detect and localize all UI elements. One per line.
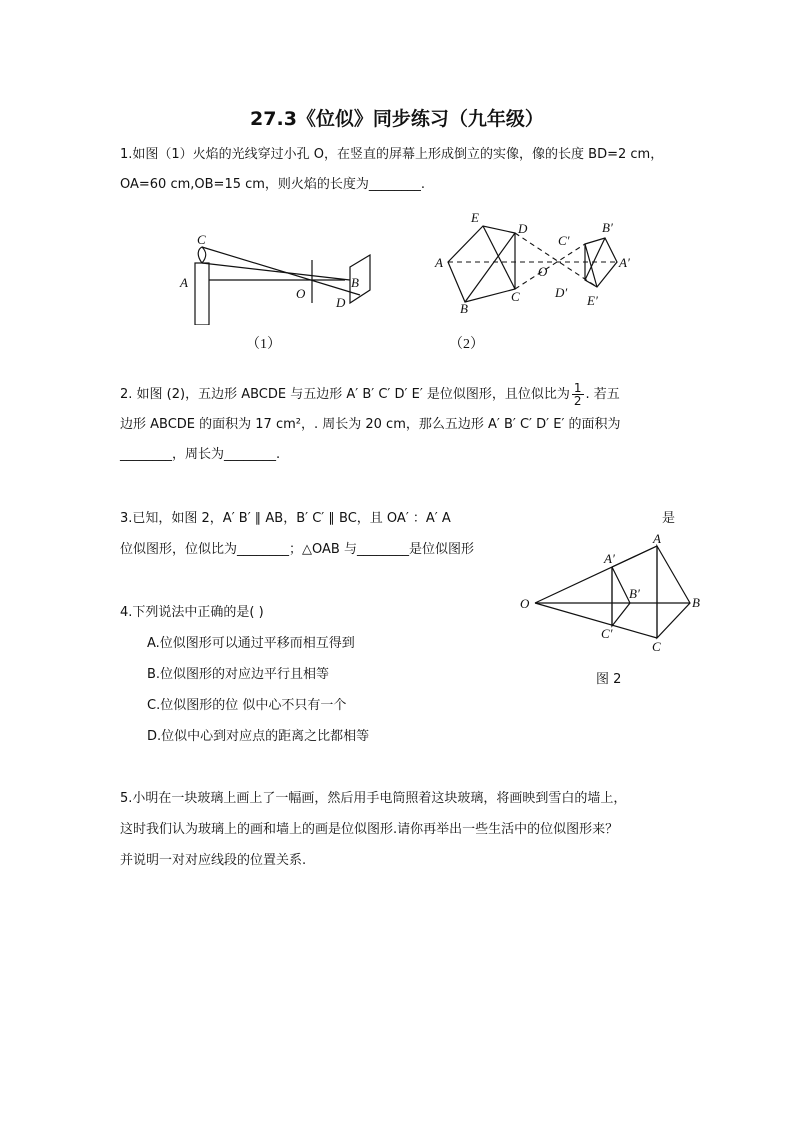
q1-line2: OA=60 cm,OB=15 cm，则火焰的长度为________. bbox=[120, 177, 426, 192]
q1-line1: 1.如图（1）火焰的光线穿过小孔 O，在竖直的屏幕上形成倒立的实像，像的长度 BD=2 cm， bbox=[120, 147, 664, 162]
q5-line1: 5.小明在一块玻璃上画上了一幅画，然后用手电筒照着这块玻璃，将画映到雪白的墙上， bbox=[120, 791, 627, 806]
label-D: D bbox=[336, 295, 346, 310]
q4-option-b: B.位似图形的对应边平行且相等 bbox=[147, 667, 330, 682]
pentagon-ABCDE bbox=[448, 226, 515, 302]
triangle-ABC bbox=[657, 546, 690, 638]
figure-1-candle-pinhole bbox=[170, 225, 390, 325]
label-O: O bbox=[538, 264, 548, 279]
figure-3-triangles bbox=[512, 532, 712, 660]
q2-line1-post: . 若五 bbox=[585, 387, 620, 402]
figure-1-caption: （1） bbox=[246, 337, 281, 352]
q2-line1 bbox=[120, 382, 620, 407]
q3-line2: 位似图形，位似比为________；△OAB 与________是位似图形 bbox=[120, 542, 474, 557]
q5-line3: 并说明一对对应线段的位置关系. bbox=[120, 853, 307, 868]
q2-line1-pre: 2. 如图 (2)，五边形 ABCDE 与五边形 A′ B′ C′ D′ E′ 是位似图形，且位似比为 bbox=[120, 387, 570, 402]
figure-2-caption: （2） bbox=[449, 337, 484, 352]
label-A1: A′ bbox=[619, 255, 630, 270]
label-B1: B′ bbox=[629, 586, 640, 601]
label-C1: C′ bbox=[601, 626, 613, 641]
label-A1: A′ bbox=[604, 551, 615, 566]
q4-option-a: A.位似图形可以通过平移而相互得到 bbox=[147, 636, 355, 651]
q3-line1: 3.已知，如图 2，A′ B′ ∥ AB，B′ C′ ∥ BC，且 OA′ ：A′ A bbox=[120, 511, 451, 526]
label-E: E bbox=[471, 210, 479, 225]
label-D: D bbox=[518, 221, 528, 236]
label-B: B bbox=[460, 301, 468, 315]
figure-3-caption: 图 2 bbox=[596, 672, 622, 687]
dashed-CC1 bbox=[515, 244, 585, 289]
diag-B-D bbox=[465, 233, 515, 302]
q2-ratio-den: 2 bbox=[573, 394, 582, 408]
q4-stem: 4.下列说法中正确的是( ) bbox=[120, 605, 264, 620]
label-C: C bbox=[511, 289, 520, 304]
label-O: O bbox=[520, 596, 530, 611]
line-OC bbox=[535, 603, 657, 638]
q2-ratio-num: 1 bbox=[573, 381, 582, 395]
label-B: B bbox=[351, 275, 359, 290]
q5-line2: 这时我们认为玻璃上的画和墙上的画是位似图形.请你再举出一些生活中的位似图形来？ bbox=[120, 822, 619, 837]
label-B: B bbox=[692, 595, 700, 610]
ray-bottom bbox=[202, 263, 350, 280]
candle-body bbox=[195, 263, 209, 325]
label-A: A bbox=[653, 532, 661, 546]
diag-B1-D1 bbox=[585, 238, 605, 280]
q2-ratio-fraction bbox=[572, 382, 584, 407]
label-O: O bbox=[296, 286, 306, 301]
q2-line2: 边形 ABCDE 的面积为 17 cm²，. 周长为 20 cm，那么五边形 A′ B′ C′ D′ E′ 的面积为 bbox=[120, 417, 621, 432]
triangle-A1B1C1 bbox=[612, 567, 630, 626]
diag-ED-C bbox=[483, 226, 515, 289]
segment-A1A bbox=[612, 546, 657, 567]
label-A: A bbox=[435, 255, 443, 270]
label-C: C bbox=[197, 232, 206, 247]
flame bbox=[198, 247, 206, 263]
label-B1: B′ bbox=[602, 220, 613, 235]
q2-line3: ________，周长为________. bbox=[120, 447, 281, 462]
label-A: A bbox=[180, 275, 188, 290]
figure-2-pentagons bbox=[430, 205, 640, 315]
label-C: C bbox=[652, 639, 661, 654]
q4-option-d: D.位似中心到对应点的距离之比都相等 bbox=[147, 729, 370, 744]
label-E1: E′ bbox=[587, 293, 598, 308]
label-C1: C′ bbox=[558, 233, 570, 248]
ray-top bbox=[202, 247, 360, 295]
q3-line1-tail: 是 bbox=[662, 511, 676, 526]
q4-option-c: C.位似图形的位 似中心不只有一个 bbox=[147, 698, 347, 713]
page-title: 27.3《位似》同步练习（九年级） bbox=[250, 108, 544, 130]
label-D1: D′ bbox=[555, 285, 568, 300]
